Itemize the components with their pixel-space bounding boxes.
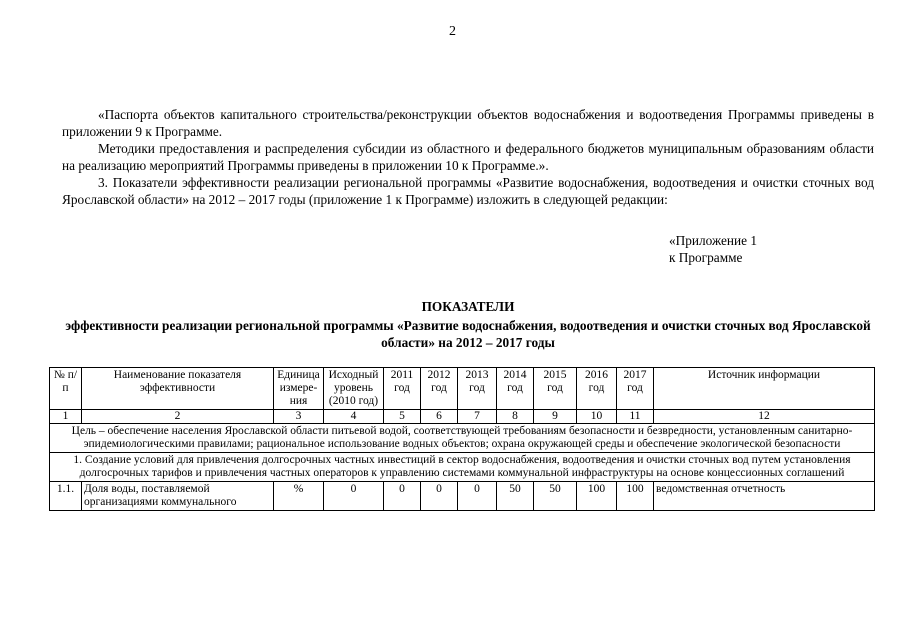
document-heading xyxy=(62,298,874,351)
column-header: 2013 год xyxy=(458,368,497,410)
column-header: 2016 год xyxy=(577,368,617,410)
goal-row xyxy=(50,424,875,453)
paragraph: Методики предоставления и распределения субсидии из областного и федерального бюджетов муниципальным образованиям области на реализацию мероприятий Программы приведены в приложении 10 к Программе.». xyxy=(62,141,874,173)
column-header: Источник информации xyxy=(654,368,875,410)
column-number: 8 xyxy=(497,410,534,424)
indicator-name: Доля воды, поставляемой организациями коммунального xyxy=(82,482,274,511)
value-2016: 100 xyxy=(577,482,617,511)
value-2014: 50 xyxy=(497,482,534,511)
page-number: 2 xyxy=(449,24,456,39)
column-header: 2011 год xyxy=(384,368,421,410)
column-header: Исходный уровень (2010 год) xyxy=(324,368,384,410)
task-row xyxy=(50,453,875,482)
column-header: № п/п xyxy=(50,368,82,410)
appendix-line: «Приложение 1 xyxy=(669,233,757,248)
row-number: 1.1. xyxy=(50,482,82,511)
heading-title: ПОКАЗАТЕЛИ xyxy=(421,299,515,314)
value-2013: 0 xyxy=(458,482,497,511)
column-number: 1 xyxy=(50,410,82,424)
heading-subtitle: эффективности реализации региональной программы «Развитие водоснабжения, водоотведения и очистки сточных вод Ярославской области» на 2012 – 2017 годы xyxy=(65,318,871,350)
intro-text xyxy=(62,106,874,208)
unit: % xyxy=(274,482,324,511)
column-header: 2012 год xyxy=(421,368,458,410)
column-number: 5 xyxy=(384,410,421,424)
paragraph: «Паспорта объектов капитального строительства/реконструкции объектов водоснабжения и водоотведения Программы приведены в приложении 9 к Программе. xyxy=(62,107,874,139)
column-header: 2014 год xyxy=(497,368,534,410)
column-header: Наименование показателя эффективности xyxy=(82,368,274,410)
paragraph: 3. Показатели эффективности реализации региональной программы «Развитие водоснабжения, водоотведения и очистки сточных вод Ярославской области» на 2012 – 2017 годы (приложение 1 к Программе) изложить в следующей редакции: xyxy=(62,175,874,207)
value-2012: 0 xyxy=(421,482,458,511)
column-number-row xyxy=(50,410,875,424)
column-number: 7 xyxy=(458,410,497,424)
column-number: 3 xyxy=(274,410,324,424)
appendix-line: к Программе xyxy=(669,250,743,265)
value-2015: 50 xyxy=(534,482,577,511)
column-number: 9 xyxy=(534,410,577,424)
column-number: 11 xyxy=(617,410,654,424)
column-number: 12 xyxy=(654,410,875,424)
column-number: 2 xyxy=(82,410,274,424)
column-header: 2017 год xyxy=(617,368,654,410)
table-header-row xyxy=(50,368,875,410)
information-source: ведомственная отчетность xyxy=(654,482,875,511)
goal-text: Цель – обеспечение населения Ярославской области питьевой водой, соответствующей требованиям безопасности и безвредности, установленным санитарно-эпидемиологическими правилами; рациональное использование водных объектов; охрана окружающей среды и обеспечение экологической безопасности xyxy=(50,424,875,453)
task-text: 1. Создание условий для привлечения долгосрочных частных инвестиций в сектор водоснабжения, водоотведения и очистки сточных вод путем установления долгосрочных тарифов и привлечения частных операторов к управлению системами коммунальной инфраструктуры на основе концессионных соглашений xyxy=(50,453,875,482)
column-number: 6 xyxy=(421,410,458,424)
value-2017: 100 xyxy=(617,482,654,511)
value-2011: 0 xyxy=(384,482,421,511)
column-header: Единица измерения xyxy=(274,368,324,410)
column-header: 2015 год xyxy=(534,368,577,410)
column-number: 10 xyxy=(577,410,617,424)
indicators-table xyxy=(49,367,875,511)
column-number: 4 xyxy=(324,410,384,424)
table-row xyxy=(50,482,875,511)
appendix-reference xyxy=(669,232,757,266)
base-value: 0 xyxy=(324,482,384,511)
